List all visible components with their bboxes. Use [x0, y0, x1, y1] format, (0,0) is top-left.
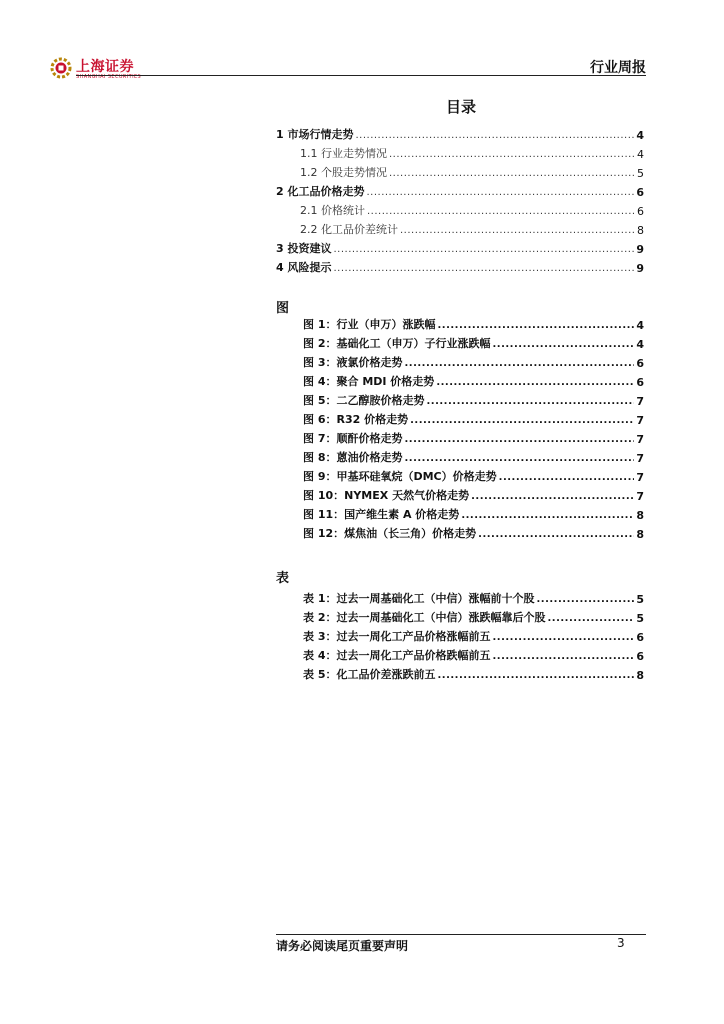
- figure-entry[interactable]: [303, 466, 644, 484]
- table-entry-page: 6: [636, 650, 644, 663]
- leader-dots: [471, 491, 634, 503]
- leader-dots: [333, 244, 634, 256]
- table-entry-text: 表 1：过去一周基础化工（中信）涨幅前十个股: [303, 592, 535, 605]
- figure-entry-page: 7: [636, 433, 644, 446]
- figure-entry[interactable]: [303, 333, 644, 351]
- table-entry-text: 表 3：过去一周化工产品价格涨幅前五: [303, 630, 491, 643]
- figure-entry-page: 7: [636, 452, 644, 465]
- toc-entry-page: 4: [636, 129, 644, 142]
- toc-entry-page: 9: [636, 262, 644, 275]
- toc-entry[interactable]: [276, 181, 644, 199]
- leader-dots: [404, 358, 634, 370]
- figure-entry[interactable]: [303, 447, 644, 465]
- leader-dots: [404, 453, 634, 465]
- figure-entry-page: 7: [636, 471, 644, 484]
- figure-entry-text: 图 5：二乙醇胺价格走势: [303, 394, 425, 407]
- logo-text-cn: 上海证券: [76, 59, 134, 75]
- figure-entry-text: 图 12：煤焦油（长三角）价格走势: [303, 527, 477, 540]
- table-entry[interactable]: [303, 664, 644, 682]
- leader-dots: [492, 339, 634, 351]
- leader-dots: [547, 613, 634, 625]
- figure-entry-page: 8: [636, 509, 644, 522]
- table-entry[interactable]: [303, 607, 644, 625]
- toc-entry-text: 2.2 化工品价差统计: [300, 223, 398, 236]
- toc-entry-page: 9: [636, 243, 644, 256]
- leader-dots: [437, 320, 634, 332]
- toc-entry-page: 5: [637, 167, 644, 180]
- figure-entry[interactable]: [303, 352, 644, 370]
- figure-entry[interactable]: [303, 371, 644, 389]
- figure-entry-page: 4: [636, 338, 644, 351]
- report-type-title: 行业周报: [590, 60, 646, 76]
- figures-heading: 图: [276, 301, 290, 316]
- table-entry-page: 5: [636, 612, 644, 625]
- figure-entry[interactable]: [303, 390, 644, 408]
- figure-entry-text: 图 11：国产维生素 A 价格走势: [303, 508, 460, 521]
- toc-entry[interactable]: [300, 200, 644, 218]
- figure-entry-text: 图 8：蒽油价格走势: [303, 451, 403, 464]
- toc-entry-text: 4 风险提示: [276, 261, 332, 274]
- figure-entry-page: 6: [636, 376, 644, 389]
- company-logo: [46, 55, 166, 85]
- footer-divider: [276, 934, 646, 935]
- figure-entry-text: 图 3：液氯价格走势: [303, 356, 403, 369]
- table-entry[interactable]: [303, 588, 644, 606]
- leader-dots: [426, 396, 634, 408]
- figure-entry[interactable]: [303, 428, 644, 446]
- table-entry[interactable]: [303, 626, 644, 644]
- leader-dots: [367, 206, 635, 218]
- toc-entry-text: 1.1 行业走势情况: [300, 147, 387, 160]
- figure-entry-page: 6: [636, 357, 644, 370]
- figure-entry-page: 4: [636, 319, 644, 332]
- logo-emblem-icon: [50, 57, 72, 79]
- leader-dots: [410, 415, 634, 427]
- table-entry-page: 6: [636, 631, 644, 644]
- figure-entry[interactable]: [303, 314, 644, 332]
- logo-text-en: SHANGHAI SECURITIES: [76, 74, 142, 80]
- leader-dots: [492, 651, 634, 663]
- figure-entry[interactable]: [303, 504, 644, 522]
- toc-title: 目录: [445, 98, 476, 116]
- leader-dots: [366, 187, 634, 199]
- toc-entry-page: 6: [637, 205, 644, 218]
- table-entry-text: 表 2：过去一周基础化工（中信）涨跌幅靠后个股: [303, 611, 546, 624]
- figure-entry-text: 图 6：R32 价格走势: [303, 413, 409, 426]
- toc-entry-text: 2.1 价格统计: [300, 204, 365, 217]
- leader-dots: [492, 632, 634, 644]
- figure-entry-text: 图 9：甲基环硅氧烷（DMC）价格走势: [303, 470, 497, 483]
- table-entry-page: 8: [636, 669, 644, 682]
- leader-dots: [437, 670, 634, 682]
- figure-entry-text: 图 2：基础化工（申万）子行业涨跌幅: [303, 337, 491, 350]
- leader-dots: [400, 225, 635, 237]
- page-number: 3: [617, 936, 625, 950]
- footer-disclaimer: 请务必阅读尾页重要声明: [276, 939, 409, 953]
- figure-entry[interactable]: [303, 409, 644, 427]
- header-divider: [76, 75, 646, 76]
- toc-entry[interactable]: [300, 162, 644, 180]
- figure-entry-page: 7: [636, 414, 644, 427]
- figure-entry[interactable]: [303, 523, 644, 541]
- leader-dots: [536, 594, 634, 606]
- figure-entry-text: 图 1：行业（申万）涨跌幅: [303, 318, 436, 331]
- table-entry[interactable]: [303, 645, 644, 663]
- toc-entry-page: 8: [637, 224, 644, 237]
- leader-dots: [355, 130, 634, 142]
- leader-dots: [436, 377, 634, 389]
- leader-dots: [389, 168, 635, 180]
- figure-entry-page: 7: [636, 395, 644, 408]
- toc-entry-text: 3 投资建议: [276, 242, 332, 255]
- toc-entry-text: 2 化工品价格走势: [276, 185, 365, 198]
- toc-entry[interactable]: [276, 257, 644, 275]
- toc-entry[interactable]: [276, 124, 644, 142]
- table-entry-text: 表 5：化工品价差涨跌前五: [303, 668, 436, 681]
- figure-entry-text: 图 7：顺酐价格走势: [303, 432, 403, 445]
- figure-entry-text: 图 4：聚合 MDI 价格走势: [303, 375, 435, 388]
- leader-dots: [499, 472, 635, 484]
- figure-entry-page: 7: [636, 490, 644, 503]
- leader-dots: [461, 510, 634, 522]
- toc-entry-text: 1 市场行情走势: [276, 128, 354, 141]
- toc-entry[interactable]: [276, 238, 644, 256]
- toc-entry-page: 6: [636, 186, 644, 199]
- table-entry-page: 5: [636, 593, 644, 606]
- toc-entry-text: 1.2 个股走势情况: [300, 166, 387, 179]
- leader-dots: [404, 434, 634, 446]
- figure-entry-text: 图 10：NYMEX 天然气价格走势: [303, 489, 470, 502]
- leader-dots: [478, 529, 634, 541]
- toc-entry-page: 4: [637, 148, 644, 161]
- toc-entry[interactable]: [300, 143, 644, 161]
- tables-heading: 表: [276, 571, 290, 586]
- leader-dots: [389, 149, 635, 161]
- figure-entry[interactable]: [303, 485, 644, 503]
- table-entry-text: 表 4：过去一周化工产品价格跌幅前五: [303, 649, 491, 662]
- toc-entry[interactable]: [300, 219, 644, 237]
- leader-dots: [333, 263, 634, 275]
- figure-entry-page: 8: [636, 528, 644, 541]
